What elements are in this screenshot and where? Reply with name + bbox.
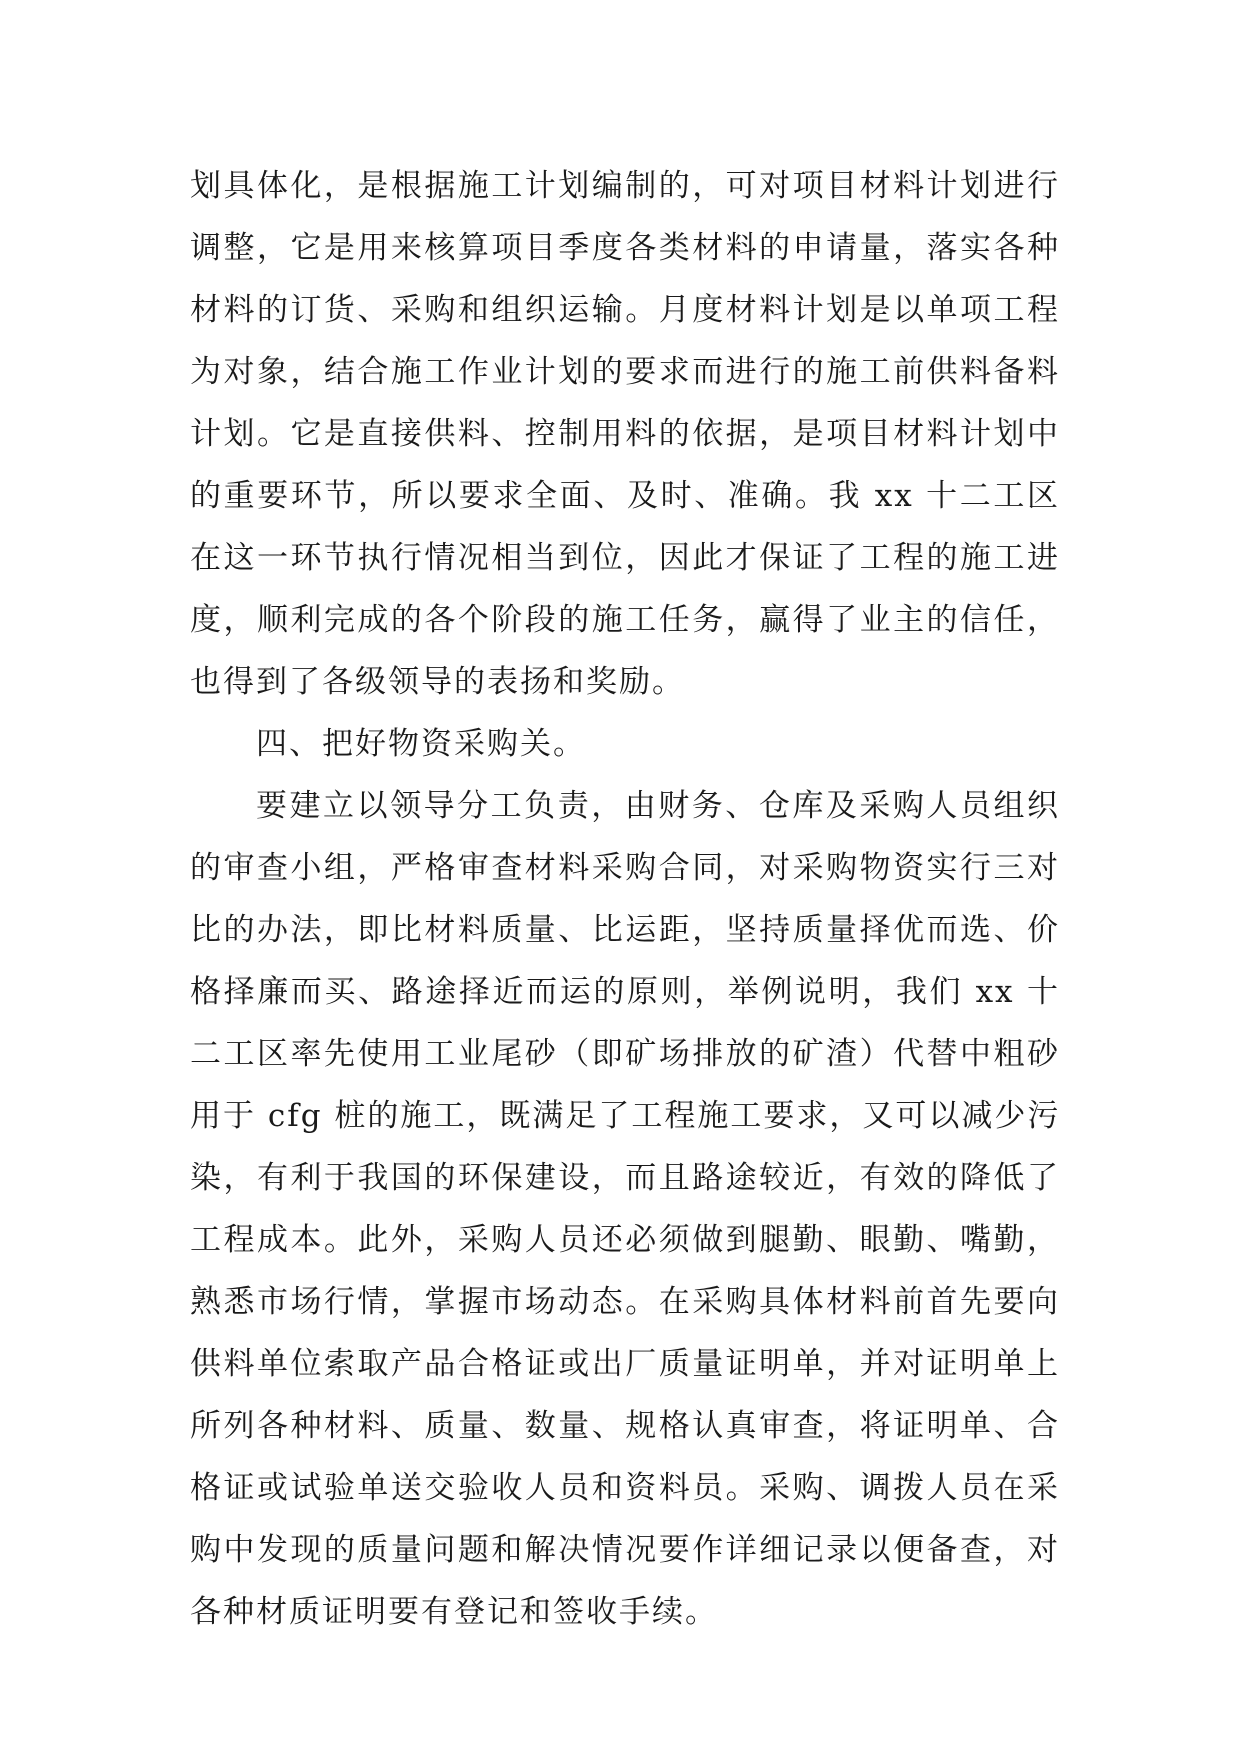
text-line: 要建立以领导分工负责，由财务、仓库及采购人员组织 <box>256 788 1060 824</box>
text-line: 购中发现的质量问题和解决情况要作详细记录以便备查，对 <box>190 1532 1060 1568</box>
text-line: 格证或试验单送交验收人员和资料员。采购、调拨人员在采 <box>190 1470 1060 1506</box>
text-line: 的审查小组，严格审查材料采购合同，对采购物资实行三对 <box>190 850 1060 886</box>
text-line: 用于 cfg 桩的施工，既满足了工程施工要求，又可以减少污 <box>190 1098 1061 1134</box>
text-line: 二工区率先使用工业尾砂（即矿场排放的矿渣）代替中粗砂 <box>190 1036 1060 1072</box>
document-body <box>190 155 1060 1643</box>
paragraph-procurement <box>190 775 1060 1643</box>
text-line: 也得到了各级领导的表扬和奖励。 <box>190 664 685 700</box>
text-line: 所列各种材料、质量、数量、规格认真审查，将证明单、合 <box>190 1408 1060 1444</box>
text-line: 比的办法，即比材料质量、比运距，坚持质量择优而选、价 <box>190 912 1060 948</box>
text-line: 供料单位索取产品合格证或出厂质量证明单，并对证明单上 <box>190 1346 1060 1382</box>
text-line: 调整，它是用来核算项目季度各类材料的申请量，落实各种 <box>190 230 1060 266</box>
section-heading: 四、把好物资采购关。 <box>256 726 586 762</box>
text-line: 计划。它是直接供料、控制用料的依据，是项目材料计划中 <box>190 416 1060 452</box>
paragraph-material-plan <box>190 155 1060 713</box>
text-line: 工程成本。此外，采购人员还必须做到腿勤、眼勤、嘴勤， <box>190 1222 1060 1258</box>
text-line: 为对象，结合施工作业计划的要求而进行的施工前供料备料 <box>190 354 1060 390</box>
text-line: 各种材质证明要有登记和签收手续。 <box>190 1594 718 1630</box>
text-line: 格择廉而买、路途择近而运的原则，举例说明，我们 xx 十 <box>190 974 1060 1010</box>
text-line: 在这一环节执行情况相当到位，因此才保证了工程的施工进 <box>190 540 1060 576</box>
text-line: 度，顺利完成的各个阶段的施工任务，赢得了业主的信任， <box>190 602 1060 638</box>
text-line: 染，有利于我国的环保建设，而且路途较近，有效的降低了 <box>190 1160 1060 1196</box>
text-line: 材料的订货、采购和组织运输。月度材料计划是以单项工程 <box>190 292 1060 328</box>
text-line: 熟悉市场行情，掌握市场动态。在采购具体材料前首先要向 <box>190 1284 1060 1320</box>
text-line: 划具体化，是根据施工计划编制的，可对项目材料计划进行 <box>190 168 1060 204</box>
text-line: 的重要环节，所以要求全面、及时、准确。我 xx 十二工区 <box>190 478 1060 514</box>
